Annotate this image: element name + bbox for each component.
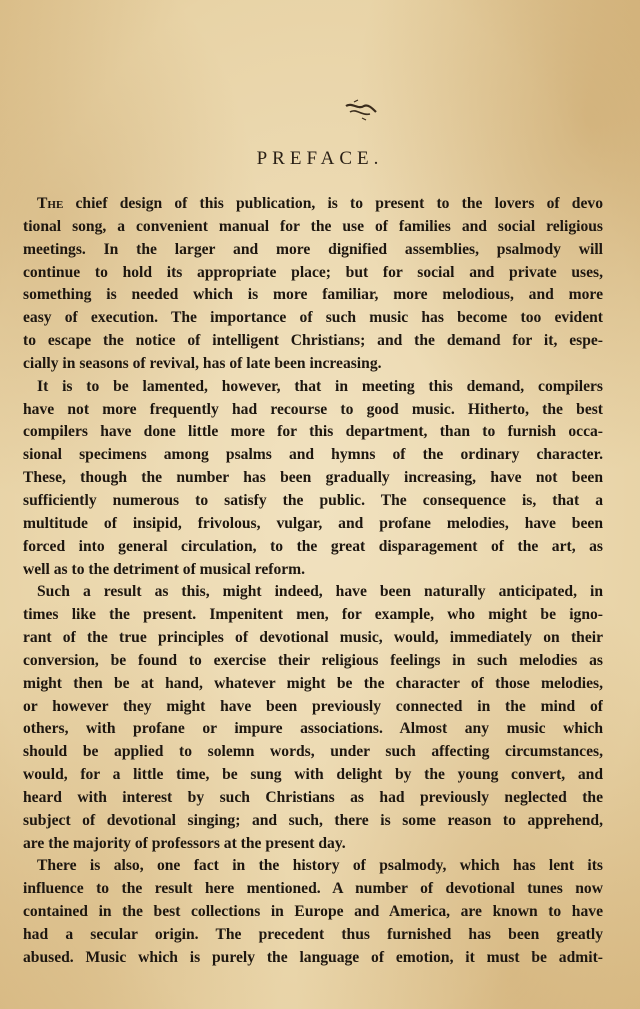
text-line xyxy=(23,627,603,650)
text-line xyxy=(23,284,603,307)
text-line xyxy=(23,718,603,741)
text-line xyxy=(23,376,603,399)
text-line xyxy=(23,467,603,490)
text-line xyxy=(23,810,603,833)
line-text: or however they might have been previously connected in the mind of xyxy=(23,697,603,715)
text-line xyxy=(23,262,603,285)
line-text: influence to the result here mentioned. A number of devotional tunes now xyxy=(23,880,603,898)
line-text: subject of devotional singing; and such, there is some reason to apprehend, xyxy=(23,811,603,829)
line-text: forced into general circulation, to the great disparagement of the art, as xyxy=(23,537,603,555)
line-text: would, for a little time, be sung with delight by the young convert, and xyxy=(23,766,603,784)
line-text: easy of execution. The importance of such music has become too evident xyxy=(23,309,603,327)
line-text: These, though the number has been gradually increasing, have not been xyxy=(23,469,603,487)
text-line xyxy=(23,650,603,673)
text-line xyxy=(23,924,603,947)
line-text: continue to hold its appropriate place; but for social and private uses, xyxy=(23,263,603,281)
line-text: might then be at hand, whatever might be the character of those melodies, xyxy=(23,674,603,692)
text-line xyxy=(23,878,603,901)
page-title: PREFACE. xyxy=(256,148,384,169)
text-line xyxy=(23,330,603,353)
text-line xyxy=(23,353,603,376)
line-text: It is to be lamented, however, that in meeting this demand, compilers xyxy=(37,377,603,395)
line-text: contained in the best collections in Europe and America, are known to have xyxy=(23,903,603,921)
preface-body xyxy=(23,193,603,970)
text-line xyxy=(23,239,603,262)
text-line xyxy=(23,741,603,764)
text-line xyxy=(23,764,603,787)
text-line xyxy=(23,604,603,627)
text-line xyxy=(23,947,603,970)
text-line xyxy=(23,787,603,810)
text-line xyxy=(23,193,603,216)
line-text: There is also, one fact in the history of psalmody, which has lent its xyxy=(37,857,603,875)
text-line xyxy=(23,855,603,878)
line-text: well as to the detriment of musical reform. xyxy=(23,560,306,578)
lead-word: The xyxy=(37,195,64,212)
text-line xyxy=(23,536,603,559)
line-text: meetings. In the larger and more dignified assemblies, psalmody will xyxy=(23,240,603,258)
line-text: Such a result as this, might indeed, have been naturally anticipated, in xyxy=(37,583,603,601)
line-text: to escape the notice of intelligent Christians; and the demand for it, espe- xyxy=(23,332,603,350)
line-text: had a secular origin. The precedent thus furnished has been greatly xyxy=(23,926,603,943)
line-text: are the majority of professors at the present day. xyxy=(23,834,346,852)
text-line xyxy=(23,307,603,330)
text-line xyxy=(23,421,603,444)
line-text: sufficiently numerous to satisfy the public. The consequence is, that a xyxy=(23,491,603,509)
line-text: should be applied to solemn words, under such affecting circumstances, xyxy=(23,743,603,761)
line-text: rant of the true principles of devotional music, would, immediately on their xyxy=(23,629,603,647)
line-text: something is needed which is more familiar, more melodious, and more xyxy=(23,286,603,304)
text-line xyxy=(23,490,603,513)
line-text: times like the present. Impenitent men, for example, who might be igno- xyxy=(23,606,603,624)
line-text: chief design of this publication, is to present to the lovers of devo xyxy=(63,195,603,212)
line-text: sional specimens among psalms and hymns of the ordinary character. xyxy=(23,446,603,464)
line-text: abused. Music which is purely the language of emotion, it must be admit- xyxy=(23,948,603,966)
text-line xyxy=(23,581,603,604)
text-line xyxy=(23,673,603,696)
text-line xyxy=(23,559,603,582)
text-line xyxy=(23,901,603,924)
ornament-icon xyxy=(340,96,380,124)
text-line xyxy=(23,444,603,467)
text-line xyxy=(23,513,603,536)
line-text: compilers have done little more for this department, than to furnish occa- xyxy=(23,423,603,441)
line-text: conversion, be found to exercise their religious feelings in such melodies as xyxy=(23,651,603,669)
text-line xyxy=(23,833,603,856)
line-text: others, with profane or impure associations. Almost any music which xyxy=(23,720,603,738)
line-text: heard with interest by such Christians as had previously neglected the xyxy=(23,788,603,806)
line-text: multitude of insipid, frivolous, vulgar, and profane melodies, have been xyxy=(23,514,603,532)
line-text: have not more frequently had recourse to good music. Hitherto, the best xyxy=(23,400,603,418)
text-line xyxy=(23,696,603,719)
line-text: cially in seasons of revival, has of late been increasing. xyxy=(23,354,382,372)
line-text: tional song, a convenient manual for the use of families and social religious xyxy=(23,217,603,235)
text-line xyxy=(23,399,603,422)
text-line xyxy=(23,216,603,239)
